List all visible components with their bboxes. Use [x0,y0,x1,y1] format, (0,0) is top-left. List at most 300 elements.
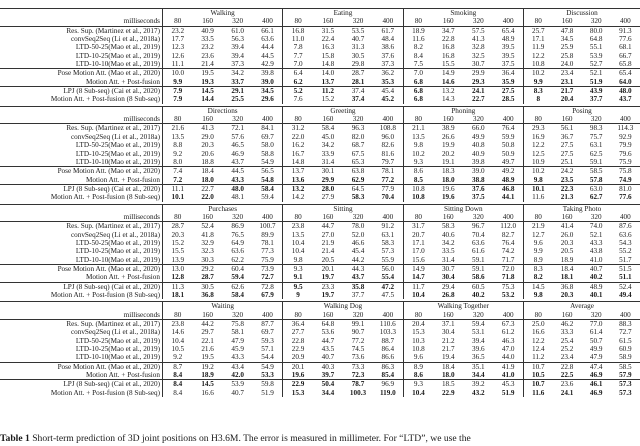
result-cell: 58.4 [231,291,244,299]
result-cell: 66.7 [619,51,632,60]
result-cell: 12.2 [531,141,545,150]
result-cell: 73.3 [343,362,373,371]
result-cell: 39.4 [472,336,485,345]
result-cell: 8.9 [533,255,543,264]
table-row [0,362,640,371]
result-cell: 19.9 [441,141,455,150]
result-cell: 29.9 [463,69,493,78]
result-cell: 58.5 [582,167,611,176]
result-cell: 42.9 [253,60,283,69]
result-cell: 8.0 [173,157,183,166]
method-name: Pose Motion Att. (Mao et al., 2020) [0,362,162,371]
result-cell: 63.1 [373,231,403,239]
result-cell: 74.2 [493,247,523,255]
result-cell: 45.2 [373,95,403,103]
result-cell: 86.4 [373,345,403,353]
result-cell: 8.8 [173,141,183,150]
result-cell: 21.4 [321,247,335,256]
result-cell: 57.3 [611,380,640,389]
result-cell: 29.3 [531,124,545,133]
method-name: Motion Att. + Post-fusion [0,78,162,87]
result-cell: 24.0 [560,60,574,69]
result-cell: 59.4 [472,320,485,329]
method-name: Pose Motion Att. (Mao et al., 2020) [0,69,162,78]
result-cell: 43.7 [231,157,244,166]
result-cell: 28.1 [351,77,365,86]
result-cell: 21.2 [441,336,455,345]
result-cell: 64.0 [619,77,632,86]
result-cell: 31.3 [351,43,365,52]
result-cell: 5.2 [283,87,313,96]
result-cell: 50.4 [313,380,343,389]
table-row [0,87,640,96]
results-table [0,8,640,397]
action-header: Greeting [283,106,403,115]
result-cell: 40.7 [582,264,611,273]
result-cell: 59.8 [253,380,283,389]
result-cell: 9.1 [293,273,303,282]
result-cell: 48.1 [231,193,244,202]
time-header: 320 [582,213,611,222]
time-unit-label: milliseconds [0,213,162,222]
result-cell: 40.1 [589,291,603,299]
result-cell: 20.3 [560,291,574,299]
result-cell: 65.8 [619,60,632,69]
result-cell: 29.7 [201,328,214,337]
time-header: 400 [253,311,283,320]
result-cell: 39.8 [253,69,283,78]
action-header: Sitting [283,204,403,213]
time-header: 80 [403,213,433,222]
table-row [0,124,640,133]
result-cell: 9.3 [403,380,433,389]
result-cell: 38.6 [373,43,403,51]
table-row [0,193,640,201]
result-cell: 9.8 [533,291,543,299]
result-cell: 81.6 [373,150,403,158]
result-cell: 21.1 [412,124,425,133]
result-cell: 8 [536,95,541,104]
result-cell: 60.5 [463,282,493,291]
result-cell: 13.5 [412,132,425,141]
result-cell: 68.7 [351,141,365,150]
result-cell: 72.7 [253,273,283,282]
time-header: 160 [553,213,582,222]
result-cell: 37.5 [493,60,523,69]
action-header: Phoning [403,106,523,115]
result-cell: 54.3 [619,238,632,247]
method-name: Motion Att. + Post-fusion (8 Sub-seq) [0,389,162,397]
result-cell: 34.2 [321,141,335,150]
result-cell: 37.4 [343,87,373,96]
result-cell: 26.6 [441,132,455,141]
result-cell: 26.0 [560,230,574,239]
result-cell: 10.2 [523,69,552,78]
time-header: 400 [253,17,283,26]
result-cell: 37.4 [351,95,365,104]
result-cell: 14.6 [171,328,185,337]
result-cell: 60.4 [223,264,253,273]
time-header: 320 [582,17,611,26]
result-cell: 53.9 [589,51,603,60]
result-cell: 35.3 [373,78,403,87]
result-cell: 62.7 [589,193,603,202]
time-header-row [0,115,640,124]
result-cell: 66.0 [472,124,485,133]
result-cell: 40.8 [472,141,485,150]
result-cell: 18.0 [201,175,214,184]
result-cell: 49.9 [472,132,485,141]
result-cell: 36.4 [493,69,523,78]
result-cell: 10.8 [412,193,425,202]
method-name: Motion Att. + Post-fusion [0,273,162,282]
result-cell: 63.8 [343,167,373,176]
result-cell: 30.7 [433,264,463,273]
table-row [0,60,640,69]
result-cell: 44.5 [223,167,253,176]
result-cell: 46.6 [351,238,365,247]
result-cell: 46.9 [589,371,603,380]
result-cell: 24.1 [463,87,493,96]
result-cell: 48.9 [493,35,523,43]
result-cell: 34.7 [441,26,455,35]
result-cell: 23.2 [171,26,185,35]
result-cell: 58.1 [231,328,244,337]
result-cell: 10.7 [523,380,552,389]
result-cell: 35.8 [343,282,373,291]
time-header: 320 [463,115,493,124]
result-cell: 16.9 [531,132,545,141]
result-cell: 22.7 [472,95,485,104]
result-cell: 61.4 [589,328,603,337]
result-cell: 24.1 [560,388,574,397]
time-header: 400 [611,311,640,320]
result-cell: 7.4 [162,167,192,176]
method-name: LPJ (8 Sub-seq) (Cai et al., 2020) [0,87,162,96]
result-cell: 103.3 [373,328,403,336]
action-header-row [0,204,640,213]
result-cell: 40.3 [313,362,343,371]
result-cell: 12.4 [531,345,545,354]
result-cell: 46.1 [582,380,611,389]
table-row [0,26,640,35]
time-header: 80 [523,213,552,222]
result-cell: 10.2 [412,149,425,158]
result-cell: 40.7 [321,353,335,362]
result-cell: 39.0 [253,78,283,87]
result-cell: 7.0 [293,60,303,69]
result-cell: 21.4 [201,60,214,69]
table-row [0,320,640,329]
result-cell: 110.6 [373,320,403,329]
time-header: 400 [611,17,640,26]
table-row [0,150,640,158]
result-cell: 23.3 [313,282,343,291]
result-cell: 63.0 [582,184,611,193]
result-cell: 87.6 [619,222,632,231]
result-cell: 37.3 [373,60,403,69]
result-cell: 23.6 [553,380,582,389]
result-cell: 22.8 [441,35,455,44]
result-cell: 50.8 [493,141,523,149]
method-name: LTD-50-25(Mao et al., 2019) [0,141,162,149]
result-cell: 20.5 [560,247,574,256]
result-cell: 13.5 [171,132,185,141]
result-cell: 43.8 [589,247,603,256]
result-cell: 100.7 [253,222,283,231]
result-cell: 7.8 [293,43,303,52]
result-cell: 39.2 [463,380,493,389]
result-cell: 14.2 [291,193,305,202]
result-cell: 88.3 [619,320,632,329]
result-cell: 20.3 [171,230,185,239]
action-header-row [0,9,640,18]
result-cell: 8.4 [162,380,192,389]
result-cell: 49.9 [589,345,603,354]
result-cell: 36.4 [291,320,305,329]
result-cell: 45.4 [373,87,403,96]
result-cell: 22.9 [441,388,455,397]
result-cell: 44.2 [201,320,214,329]
result-cell: 47.4 [582,362,611,371]
time-header: 80 [162,115,192,124]
result-cell: 36.8 [201,291,214,299]
result-cell: 13.7 [283,167,313,176]
result-cell: 46.9 [589,388,603,397]
result-cell: 76.4 [493,239,523,247]
result-cell: 28.0 [313,184,343,193]
result-cell: 57.9 [619,371,632,380]
result-cell: 57.3 [373,247,403,255]
result-cell: 56.3 [231,35,244,44]
result-cell: 27.0 [321,230,335,239]
result-cell: 20.1 [283,362,313,371]
result-cell: 96.3 [351,124,365,133]
result-cell: 51.9 [253,389,283,397]
result-cell: 23.4 [560,353,574,362]
result-cell: 52.7 [589,60,603,69]
result-cell: 9.9 [533,77,543,86]
result-cell: 62.5 [589,149,603,158]
table-row [0,52,640,60]
result-cell: 73.6 [351,353,365,362]
table-row [0,291,640,299]
time-header: 320 [343,311,373,320]
result-cell: 18.1 [560,273,574,282]
result-cell: 55.9 [373,256,403,265]
table-row [0,328,640,336]
result-cell: 41.3 [472,35,485,44]
result-cell: 49.7 [493,158,523,167]
method-name: LTD-10-25(Mao et al., 2019) [0,345,162,353]
action-header-row [0,302,640,311]
result-cell: 14.8 [291,157,305,166]
result-cell: 74.5 [351,345,365,354]
result-cell: 29.2 [193,264,223,273]
time-header: 160 [193,311,223,320]
action-header: Walking Together [403,302,523,311]
table-row [0,43,640,51]
result-cell: 60.9 [619,345,632,354]
result-cell: 59.4 [253,193,283,201]
result-cell: 7.7 [293,51,303,60]
result-cell: 15.3 [291,388,305,397]
result-cell: 43.2 [472,388,485,397]
result-cell: 71.8 [493,273,523,282]
method-name: Pose Motion Att. (Mao et al., 2020) [0,264,162,273]
result-cell: 15.5 [171,247,185,256]
result-cell: 51.5 [611,264,640,273]
result-cell: 46.5 [231,141,244,150]
result-cell: 57.1 [253,345,283,353]
result-cell: 48.0 [223,184,253,193]
result-cell: 42.0 [231,371,244,380]
result-cell: 8.4 [173,371,183,380]
result-cell: 22.9 [283,380,313,389]
time-header: 320 [223,115,253,124]
result-cell: 58.3 [351,193,365,202]
time-header: 320 [582,311,611,320]
result-cell: 58.5 [611,362,640,371]
result-cell: 30.5 [351,51,365,60]
result-cell: 7.5 [413,60,423,69]
result-cell: 30.3 [201,255,214,264]
result-cell: 53.2 [493,291,523,299]
result-cell: 48.9 [582,282,611,291]
result-cell: 9.6 [533,238,543,247]
time-header: 80 [283,213,313,222]
time-header: 80 [283,311,313,320]
result-cell: 25.2 [560,345,574,354]
action-header: Purchases [162,204,282,213]
result-cell: 29.8 [351,60,365,69]
result-cell: 11.6 [532,388,545,397]
result-cell: 14.6 [441,77,455,86]
result-cell: 44.2 [351,255,365,264]
result-cell: 87.7 [253,320,283,329]
result-cell: 52.1 [589,230,603,239]
result-cell: 43.4 [223,362,253,371]
result-cell: 19.5 [201,353,214,362]
table-row [0,345,640,353]
result-cell: 58.9 [619,353,632,362]
result-cell: 25.1 [560,157,574,166]
result-cell: 10.2 [523,167,552,176]
result-cell: 77.6 [619,193,632,202]
result-cell: 57.3 [619,388,632,397]
method-name: LPJ (8 Sub-seq) (Cai et al., 2020) [0,380,162,389]
result-cell: 10.4 [412,388,425,397]
time-header: 400 [493,311,523,320]
result-cell: 16.8 [441,51,455,60]
result-cell: 58.0 [253,141,283,149]
result-cell: 27.5 [560,141,574,150]
result-cell: 75.9 [253,256,283,265]
result-cell: 82.0 [351,132,365,141]
result-cell: 78.0 [351,222,365,231]
table-caption [0,433,640,444]
result-cell: 75.7 [589,132,603,141]
result-cell: 19.5 [193,69,223,78]
result-cell: 41.9 [493,362,523,371]
time-header: 80 [283,17,313,26]
result-cell: 14.9 [403,264,433,273]
table-row [0,231,640,239]
table-row [0,167,640,176]
result-cell: 52.1 [582,69,611,78]
result-cell: 9.8 [533,175,543,184]
result-cell: 76.5 [231,230,244,239]
result-cell: 47.0 [493,345,523,353]
result-cell: 39.4 [231,51,244,60]
result-cell: 57.5 [472,26,485,35]
result-cell: 79.9 [619,141,632,150]
time-header: 400 [493,213,523,222]
result-cell: 9.9 [173,77,183,86]
table-row [0,69,640,78]
result-cell: 64.5 [343,184,373,193]
result-cell: 51.9 [589,77,603,86]
result-cell: 15.2 [321,95,335,104]
time-header: 400 [611,213,640,222]
result-cell: 18.5 [433,380,463,389]
result-cell: 54.9 [253,158,283,167]
result-cell: 21.9 [321,238,335,247]
time-header: 400 [373,115,403,124]
result-cell: 44.3 [343,264,373,273]
result-cell: 63.6 [472,238,485,247]
result-cell: 77.9 [373,184,403,193]
result-cell: 10.4 [412,291,425,299]
result-cell: 12.5 [531,149,545,158]
result-cell: 43.3 [231,175,244,184]
result-cell: 77.0 [589,320,603,329]
result-cell: 58.8 [253,150,283,158]
time-header: 400 [611,115,640,124]
result-cell: 10.1 [171,193,185,202]
result-cell: 43.3 [589,238,603,247]
result-cell: 21.6 [171,124,185,133]
result-cell: 14.0 [313,69,343,78]
result-cell: 48.0 [611,87,640,96]
result-cell: 54.8 [253,176,283,185]
result-cell: 16.8 [441,43,455,52]
result-cell: 48.4 [373,35,403,43]
table-row [0,389,640,397]
method-name: LPJ (8 Sub-seq) (Cai et al., 2020) [0,282,162,291]
result-cell: 66.1 [253,26,283,35]
time-header: 320 [223,311,253,320]
result-cell: 55.1 [589,43,603,52]
action-header-empty [0,302,162,311]
time-header: 80 [523,311,552,320]
result-cell: 22.0 [291,132,305,141]
time-header: 400 [373,213,403,222]
result-cell: 43.3 [231,353,244,362]
result-cell: 47.2 [373,282,403,291]
time-header: 160 [553,115,582,124]
result-cell: 18.4 [433,362,463,371]
result-cell: 18.1 [171,291,185,299]
time-header: 160 [193,213,223,222]
result-cell: 79.7 [373,158,403,167]
result-cell: 62.2 [231,255,244,264]
result-cell: 14.9 [433,69,463,78]
result-cell: 61.5 [619,336,632,345]
result-cell: 46.2 [560,320,574,329]
result-cell: 35.9 [493,78,523,87]
table-caption-label: Table 1 [0,433,30,444]
